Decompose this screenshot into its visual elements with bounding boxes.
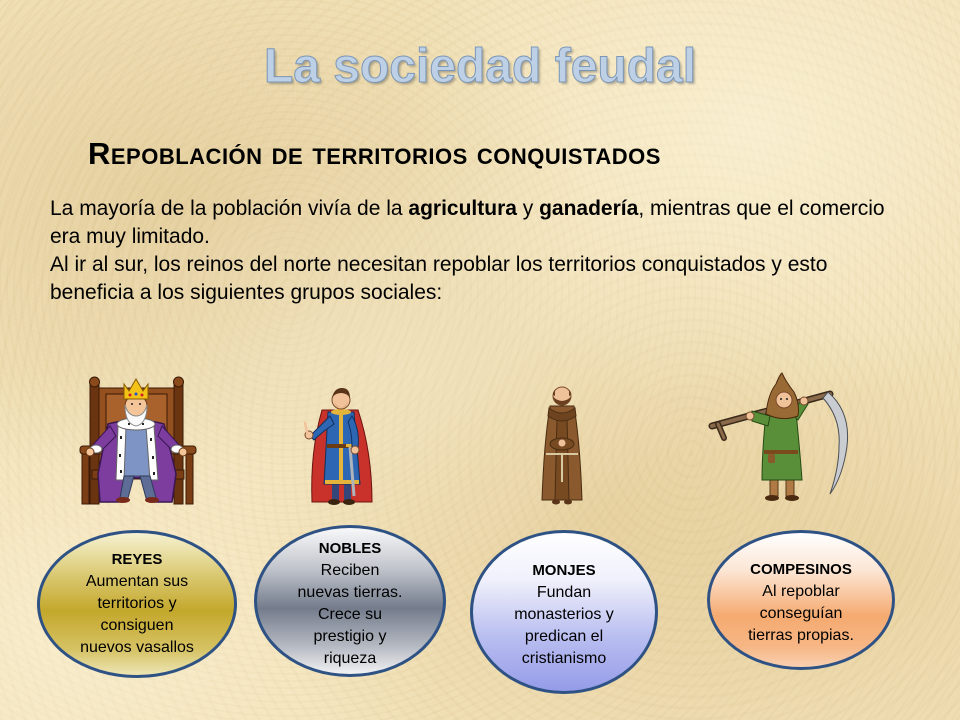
group-description-line: monasterios y <box>514 606 614 623</box>
section-subtitle: Repoblación de territorios conquistados <box>88 136 661 171</box>
paragraph-text: y <box>516 197 540 220</box>
monk-habit <box>542 406 582 505</box>
group-text <box>514 560 614 670</box>
slide-title: La sociedad feudal <box>263 40 697 93</box>
group-oval-compesinos <box>707 530 895 670</box>
group-description-line: Aumentan sus <box>85 573 189 590</box>
peasant-head <box>766 373 799 419</box>
keyword-agricultura: agricultura <box>408 197 517 220</box>
group-text <box>298 538 403 670</box>
body-paragraph-1 <box>50 195 900 251</box>
group-description-line: conseguían <box>759 605 843 622</box>
group-description-line: cristianismo <box>521 650 607 667</box>
noble-head <box>332 388 350 409</box>
keyword-ganaderia: ganadería <box>539 197 639 220</box>
monk-icon <box>532 382 592 507</box>
group-oval-nobles <box>254 525 446 677</box>
peasant-with-scythe-icon <box>706 372 851 507</box>
monk-head <box>553 387 571 405</box>
group-title: MONJES <box>532 562 596 579</box>
group-text <box>748 559 854 647</box>
group-description-line: Crece su <box>317 606 383 623</box>
group-oval-reyes <box>37 530 237 678</box>
group-description-line: Al repoblar <box>762 583 840 600</box>
group-description-line: predican el <box>524 628 604 645</box>
group-title: COMPESINOS <box>750 561 852 578</box>
group-description-line: Reciben <box>320 562 380 579</box>
group-description-line: prestigio y <box>313 628 387 645</box>
group-title: REYES <box>111 551 163 568</box>
group-text <box>80 549 194 659</box>
king-on-throne-icon <box>78 372 198 507</box>
king-head <box>125 395 147 426</box>
group-description-line: Fundan <box>536 584 592 601</box>
paragraph-text: , mientras que el comercio era muy limitado. <box>50 197 885 248</box>
crown <box>124 379 148 399</box>
group-title: NOBLES <box>318 540 382 557</box>
group-description-line: riqueza <box>323 650 377 667</box>
noble-icon <box>292 382 387 507</box>
group-description-line: consiguen <box>100 617 174 634</box>
body-text <box>50 195 900 307</box>
group-description-line: nuevos vasallos <box>80 639 194 656</box>
group-description-line: tierras propias. <box>748 627 854 644</box>
paragraph-text: La mayoría de la población vivía de la <box>50 197 409 220</box>
body-paragraph-2: Al ir al sur, los reinos del norte necesitan repoblar los territorios conquistados y esto beneficia a los siguientes grupos sociales: <box>50 253 828 304</box>
group-oval-monjes <box>470 530 658 694</box>
group-description-line: territorios y <box>97 595 177 612</box>
group-description-line: nuevas tierras. <box>297 584 403 601</box>
